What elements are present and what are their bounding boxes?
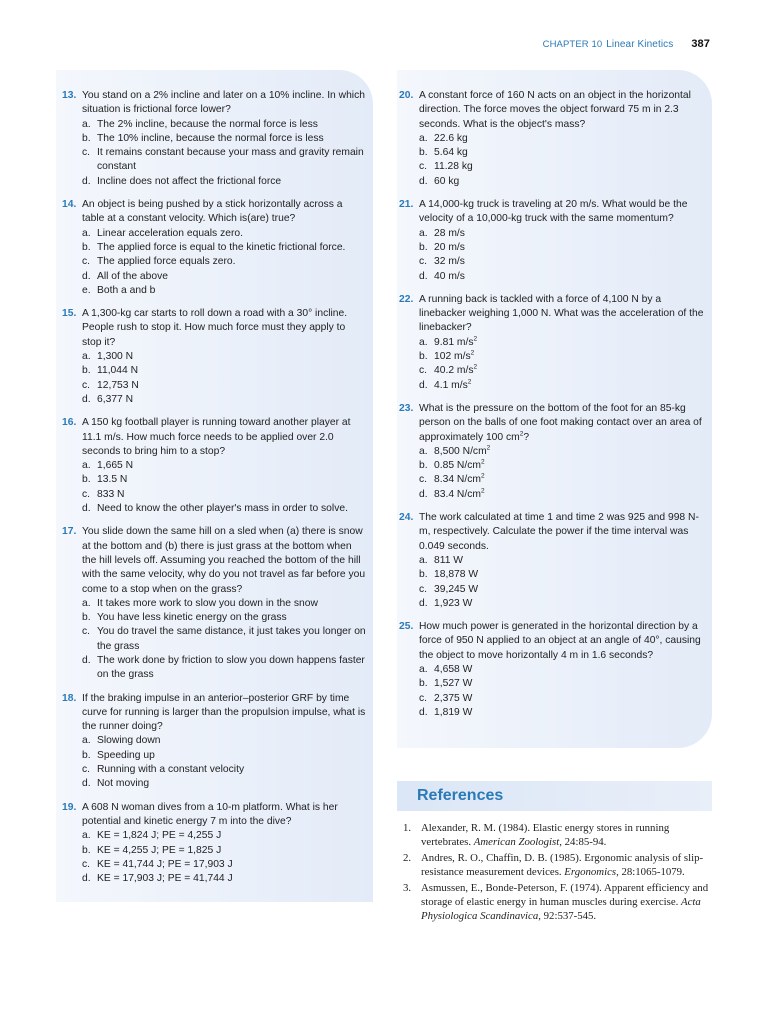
question-item [62,89,367,189]
answer-option [82,393,367,407]
option-text: KE = 1,824 J; PE = 4,255 J [97,830,222,842]
superscript: 2 [473,363,478,371]
answer-option [419,597,707,611]
option-letter: d. [419,270,428,282]
answer-option [82,502,367,516]
answer-options [62,350,367,407]
option-text: 1,527 W [434,678,473,690]
answer-options [62,597,367,683]
option-letter: a. [419,663,428,675]
answer-option [419,379,707,393]
option-letter: d. [82,654,91,666]
question-item [399,198,707,284]
answer-option [82,844,367,858]
answer-option [419,663,707,677]
answer-options [399,663,707,720]
superscript: 2 [480,487,485,495]
reference-text: Andres, R. O., Chaffin, D. B. (1985). Ergonomic analysis of slip-resistance measurement devices. Ergonomics, 28:1065-1079. [421,851,704,879]
answer-option [82,858,367,872]
option-text: Running with a constant velocity [97,764,245,776]
option-text: It remains constant because your mass and gravity remain constant [97,147,364,173]
question-number: 20. [399,90,414,101]
answer-option [82,379,367,393]
superscript: 2 [470,349,475,357]
option-text: KE = 17,903 J; PE = 41,744 J [97,873,233,885]
question-text: A 1,300-kg car starts to roll down a road with a 30° incline. People rush to stop it. How much force must they apply to stop it? [82,308,348,348]
answer-option [419,459,707,473]
option-letter: b. [419,147,428,159]
question-number: 13. [62,90,77,101]
answer-option [82,241,367,255]
question-stem [62,525,367,596]
question-stem [62,692,367,735]
option-text: 11.28 kg [434,161,473,173]
journal-name: Ergonomics [564,866,617,879]
option-text: The work done by friction to slow you down happens faster on the grass [97,654,365,681]
question-text: A 14,000-kg truck is traveling at 20 m/s. What would be the velocity of a 10,000-kg truck with the same momentum? [419,199,688,225]
question-text: You slide down the same hill on a sled when (a) there is snow at the bottom and (b) there is just grass at the bottom when the hill levels off. Assuming you reached the bottom of the hill with the same velocity, why do you not travel as far before you come to a stop when on the grass? [82,526,366,595]
answer-option [419,568,707,582]
answer-option [419,227,707,241]
superscript: 2 [480,458,485,466]
answer-option [419,336,707,350]
option-text: 8,500 $N/cm^2$ [434,444,491,457]
question-text: The work calculated at time 1 and time 2 was 925 and 998 N-m, respectively. Calculate the power if the time interval was 0.049 seconds. [419,512,699,552]
option-text: 32 m/s [434,256,465,268]
question-stem [399,198,707,227]
reference-item [403,881,713,924]
answer-option [419,350,707,364]
option-text: 12,753 N [97,379,139,391]
question-text: What is the pressure on the bottom of the foot for an 85-kg person on the balls of one foot making contact over an area of approximately 100 $cm^2$? [419,402,702,443]
option-letter: d. [82,873,91,885]
option-letter: b. [419,569,428,581]
answer-option [82,597,367,611]
question-item [399,89,707,189]
question-text: You stand on a 2% incline and later on a 10% incline. In which situation is frictional force lower? [82,90,365,116]
question-text: If the braking impulse in an anterior–posterior GRF by time curve for running is larger than the propulsion impulse, what is the runner doing? [82,692,366,733]
option-text: 1,923 W [434,597,473,609]
option-letter: a. [82,597,91,609]
chapter-label: CHAPTER 10 [542,39,603,50]
option-letter: b. [82,474,91,486]
answer-option [82,763,367,777]
answer-option [82,175,367,189]
question-stem [399,620,707,663]
answer-option [419,364,707,378]
option-letter: d. [419,379,428,391]
references-title: References [417,787,504,804]
option-text: 20 m/s [434,241,465,253]
option-letter: c. [419,583,428,595]
answer-option [419,488,707,502]
answer-option [82,473,367,487]
question-number: 24. [399,512,414,524]
option-letter: b. [82,612,91,624]
answer-options [62,227,367,298]
option-text: 13.5 N [97,474,128,486]
answer-option [82,734,367,748]
option-text: Not moving [97,778,150,790]
option-letter: b. [419,351,428,363]
option-letter: c. [82,764,91,776]
superscript: 2 [473,335,478,343]
option-letter: d. [419,175,428,187]
option-letter: c. [82,858,91,870]
option-text: 4,658 W [434,663,473,675]
question-stem [399,293,707,336]
question-stem [399,89,707,132]
option-letter: a. [82,351,91,363]
journal-name: American Zoologist [473,836,560,849]
option-text: 833 N [97,488,125,500]
question-text: A running back is tackled with a force of 4,100 N by a linebacker weighing 1,000 N. What was the acceleration of the linebacker? [419,293,704,334]
option-letter: c. [419,161,428,173]
option-letter: d. [419,706,428,718]
option-text: 5.64 kg [434,147,468,159]
option-text: 102 $m/s^2$ [434,349,475,363]
question-stem [62,307,367,350]
option-text: 28 m/s [434,227,465,239]
option-text: 83.4 $N/cm^2$ [434,487,485,500]
answer-options [62,118,367,189]
option-text: You do travel the same distance, it just takes you longer on the grass [97,626,366,652]
option-text: 4.1 $m/s^2$ [434,378,472,391]
option-text: 9.81 $m/s^2$ [434,335,478,348]
reference-number: 1. [403,822,412,834]
question-text: An object is being pushed by a stick horizontally across a table at a constant velocity. Which is(are) true? [82,199,343,225]
answer-option [82,625,367,654]
answer-option [419,175,707,189]
option-text: You have less kinetic energy on the grass [97,612,287,624]
question-item [399,620,707,720]
page-number: 387 [691,38,710,50]
option-text: 11,044 N [97,365,139,377]
option-letter: a. [82,830,91,842]
question-text: A 150 kg football player is running toward another player at 11.1 m/s. How much force needs to be applied over 2.0 seconds to bring him to a stop? [82,417,351,457]
option-text: 60 kg [434,175,460,187]
answer-option [419,160,707,174]
chapter-title: Linear Kinetics [606,39,674,50]
option-letter: a. [82,735,91,747]
option-text: Linear acceleration equals zero. [97,227,243,239]
answer-option [419,706,707,720]
option-letter: d. [82,778,91,790]
option-text: Slowing down [97,735,161,747]
question-number: 15. [62,308,77,320]
answer-option [419,554,707,568]
option-text: 1,300 N [97,351,134,363]
answer-option [82,364,367,378]
option-letter: a. [82,118,91,130]
option-text: The 10% incline, because the normal force is less [97,132,324,144]
option-letter: a. [419,227,428,239]
answer-options [62,459,367,516]
reference-item [403,821,713,850]
option-letter: a. [419,336,428,348]
answer-option [82,488,367,502]
option-letter: b. [82,844,91,856]
option-letter: d. [82,270,91,282]
question-number: 14. [62,199,77,211]
answer-option [82,146,367,175]
option-letter: c. [82,626,91,638]
option-letter: a. [419,132,428,144]
option-text: KE = 41,744 J; PE = 17,903 J [97,858,233,870]
reference-text: Alexander, R. M. (1984). Elastic energy stores in running vertebrates. American Zoologist, 24:85-94. [421,822,670,849]
option-text: KE = 4,255 J; PE = 1,825 J [97,844,222,856]
question-number: 21. [399,199,414,211]
option-letter: d. [419,597,428,609]
answer-option [419,473,707,487]
option-letter: a. [419,445,428,457]
reference-item [403,851,713,880]
question-number: 23. [399,402,414,414]
option-text: 40.2 $m/s^2$ [434,363,478,377]
page-header [543,38,710,50]
option-letter: b. [82,749,91,761]
option-text: 6,377 N [97,393,134,405]
answer-option [419,255,707,269]
references-header [397,781,712,811]
question-stem [62,416,367,459]
question-text: A 608 N woman dives from a 10-m platform. What is her potential and kinetic energy 7 m into the dive? [82,801,338,827]
answer-option [419,583,707,597]
answer-option [419,132,707,146]
option-letter: c. [82,256,91,268]
option-letter: b. [82,132,91,144]
option-text: Both a and b [97,284,156,296]
question-text: A constant force of 160 N acts on an object in the horizontal direction. The force moves the object forward 75 m in 2.3 seconds. What is the object's mass? [419,90,691,130]
question-item [62,416,367,516]
answer-option [82,749,367,763]
answer-option [419,692,707,706]
answer-options [399,227,707,284]
superscript: 2 [519,430,524,438]
option-text: 39,245 W [434,583,479,595]
option-text: 811 W [434,554,463,566]
option-text: It takes more work to slow you down in the snow [97,597,318,609]
answer-option [82,118,367,132]
answer-option [82,829,367,843]
option-text: Speeding up [97,749,155,761]
answer-option [419,445,707,459]
answer-options [399,336,707,393]
superscript: 2 [486,444,491,452]
question-item [399,293,707,393]
option-letter: d. [82,393,91,405]
option-text: 18,878 W [434,569,479,581]
option-letter: b. [419,241,428,253]
answer-option [82,872,367,886]
question-stem [62,89,367,118]
question-number: 19. [62,801,77,813]
answer-option [82,350,367,364]
option-letter: b. [82,241,91,253]
question-number: 22. [399,293,414,305]
option-letter: d. [419,488,428,500]
answer-option [82,654,367,683]
answer-option [82,459,367,473]
question-item [62,801,367,887]
answer-option [419,270,707,284]
option-text: 0.85 $N/cm^2$ [434,458,485,472]
option-text: 1,819 W [434,706,473,718]
superscript: 2 [480,473,485,480]
left-question-column [62,89,367,895]
journal-name: Acta Physiologica Scandinavica [421,896,701,923]
option-text: Need to know the other player's mass in order to solve. [97,503,348,515]
option-letter: d. [82,175,91,187]
option-letter: c. [419,256,428,268]
option-letter: a. [82,227,91,239]
right-question-column [399,89,707,729]
question-item [399,511,707,611]
reference-number: 2. [403,851,412,864]
answer-option [82,611,367,625]
reference-number: 3. [403,881,412,894]
option-letter: c. [419,474,428,486]
question-number: 25. [399,621,414,633]
option-text: All of the above [97,270,168,282]
option-text: 2,375 W [434,692,473,704]
answer-option [419,146,707,160]
option-letter: b. [419,460,428,472]
answer-option [419,677,707,691]
option-letter: d. [82,503,91,515]
question-stem [399,402,707,445]
answer-option [82,284,367,298]
option-letter: b. [419,678,428,690]
question-item [62,692,367,792]
question-stem [399,511,707,554]
question-number: 16. [62,417,77,429]
references-list [403,821,713,925]
option-letter: c. [82,488,91,500]
reference-text: Asmussen, E., Bonde-Peterson, F. (1974). Apparent efficiency and storage of elastic energy in human muscles during exercise. Acta Physiologica Scandinavica, 92:537-545. [421,881,709,923]
option-letter: a. [419,554,428,566]
answer-options [399,445,707,502]
option-letter: c. [82,147,91,159]
option-letter: e. [82,284,91,296]
question-item [62,525,367,682]
superscript: 2 [467,378,472,386]
option-letter: b. [82,365,91,377]
option-text: Incline does not affect the frictional force [97,175,282,187]
answer-option [419,241,707,255]
answer-options [62,829,367,886]
question-item [62,307,367,407]
answer-option [82,255,367,269]
answer-options [399,132,707,189]
question-item [62,198,367,298]
answer-option [82,270,367,284]
question-text: How much power is generated in the horizontal direction by a force of 950 N applied to an object at an angle of 40°, causing the object to move horizontally 4 m in 1.6 seconds? [419,621,701,661]
question-stem [62,198,367,227]
answer-option [82,132,367,146]
question-number: 18. [62,692,77,704]
option-text: 8.34 $N/cm^2$ [434,473,485,486]
answer-option [82,777,367,791]
option-letter: c. [419,692,428,704]
option-text: 1,665 N [97,460,134,472]
answer-option [82,227,367,241]
option-text: The 2% incline, because the normal force is less [97,118,318,130]
question-item [399,402,707,502]
question-number: 17. [62,526,77,538]
question-stem [62,801,367,830]
option-letter: c. [82,379,91,391]
option-text: The applied force is equal to the kinetic frictional force. [97,241,346,253]
option-letter: a. [82,460,91,472]
option-text: 22.6 kg [434,132,468,144]
option-text: 40 m/s [434,270,465,282]
answer-options [62,734,367,791]
option-letter: c. [419,365,428,377]
option-text: The applied force equals zero. [97,256,236,268]
answer-options [399,554,707,611]
